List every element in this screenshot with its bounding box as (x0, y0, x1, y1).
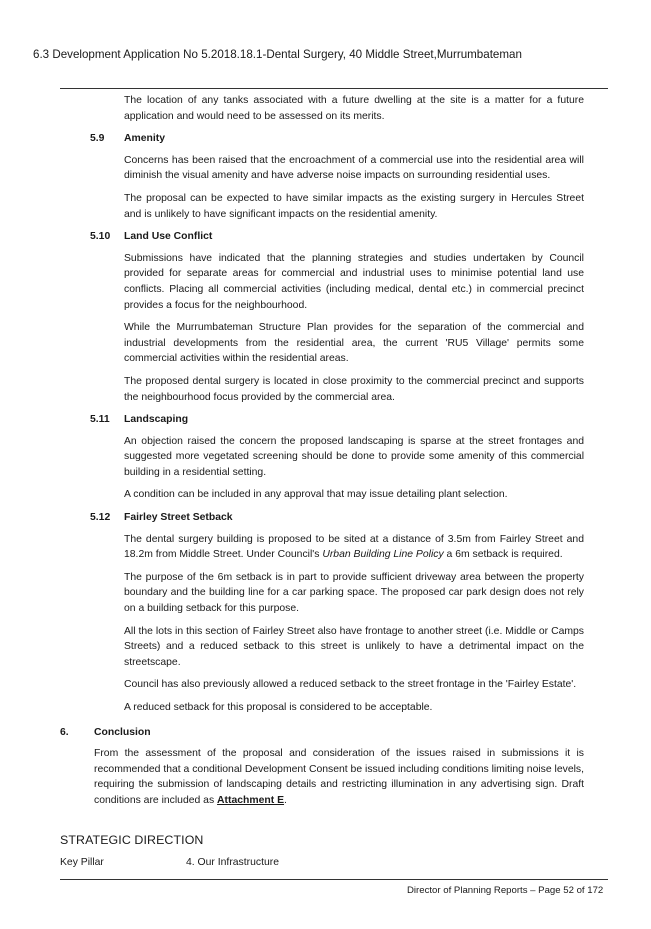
header-rule (60, 88, 608, 89)
intro-paragraph: The location of any tanks associated with a future dwelling at the site is a matter for a future application and would need to be assessed on its merits. (124, 95, 584, 122)
section-heading-land-use-conflict (0, 229, 651, 245)
setback-paragraph-2: The purpose of the 6m setback is in part to provide sufficient driveway area between the property boundary and the building line for a car parking space. The proposed car park design does not rely on a building setback for this purpose. (124, 571, 584, 615)
amenity-paragraph-1: Concerns has been raised that the encroachment of a commercial use into the residential area will diminish the visual amenity and have adverse noise impacts on surrounding residential uses. (124, 154, 584, 182)
footer-rule (60, 879, 608, 880)
setback-paragraph-5: A reduced setback for this proposal is considered to be acceptable. (124, 702, 433, 713)
section-heading-landscaping (0, 412, 651, 428)
section-title: Fairley Street Setback (124, 512, 233, 524)
section-title: Amenity (124, 133, 165, 145)
conclusion-text-end: . (284, 794, 287, 806)
section-heading-amenity (0, 131, 651, 147)
section-heading-conclusion (0, 725, 651, 741)
setback-text-before: The dental surgery building is proposed to be sited at a distance of 3.5m from Fairley Street and 18.2m from Middle Street. Under Council's (124, 533, 584, 561)
key-pillar-label: Key Pillar (60, 857, 104, 868)
section-title: Landscaping (124, 414, 189, 426)
section-number: 5.11 (90, 414, 110, 426)
amenity-paragraph-2: The proposal can be expected to have similar impacts as the existing surgery in Hercules Street and is unlikely to have significant impacts on the residential amenity. (124, 192, 584, 220)
landscaping-paragraph-2: A condition can be included in any approval that may issue detailing plant selection. (124, 489, 508, 501)
policy-name: Urban Building Line Policy (322, 549, 444, 561)
section-number: 5.9 (90, 133, 105, 145)
setback-text-after: a 6m setback is required. (443, 549, 563, 561)
section-number: 5.10 (90, 231, 111, 243)
page-footer: Director of Planning Reports – Page 52 of 172 (407, 885, 604, 896)
setback-paragraph-1 (124, 532, 584, 563)
land-use-paragraph-2: While the Murrumbateman Structure Plan provides for the separation of the commercial and industrial developments from the residential area, the current 'RU5 Village' permits some commercial activities within the residential areas. (124, 322, 584, 365)
setback-paragraph-3: All the lots in this section of Fairley Street also have frontage to another street (i.e. Middle or Camps Streets) and a reduced setback to this street is unlikely to have a detrimental impact on the streetscape. (124, 625, 584, 668)
key-pillar-value: 4. Our Infrastructure (186, 857, 279, 868)
conclusion-paragraph (94, 746, 584, 808)
land-use-paragraph-1: Submissions have indicated that the planning strategies and studies undertaken by Council provided for separate areas for commercial and industrial uses to minimise potential land use conflicts. Placing all commercial activities (including medical, dental etc.) in commercial precinct provides a focus for the neighbourhood. (124, 252, 584, 311)
strategic-direction-heading: STRATEGIC DIRECTION (60, 833, 204, 847)
section-title: Land Use Conflict (124, 231, 213, 243)
section-heading-fairley-street-setback (0, 510, 651, 526)
attachment-link[interactable]: Attachment E (217, 794, 285, 806)
setback-paragraph-4: Council has also previously allowed a reduced setback to the street frontage in the 'Fairley Estate'. (124, 679, 577, 691)
section-number: 5.12 (90, 512, 111, 524)
landscaping-paragraph-1: An objection raised the concern the proposed landscaping is sparse at the street frontages and suggested more vegetated screening should be done to provide some amenity of this commercial building in a residential setting. (124, 435, 584, 478)
page-header: 6.3 Development Application No 5.2018.18.1-Dental Surgery, 40 Middle Street,Murrumbateman (33, 48, 522, 61)
section-number: 6. (60, 726, 69, 738)
report-body (0, 93, 651, 816)
section-title: Conclusion (94, 726, 151, 738)
land-use-paragraph-3: The proposed dental surgery is located in close proximity to the commercial precinct and supports the neighbourhood focus provided by the commercial area. (124, 375, 584, 403)
conclusion-text: From the assessment of the proposal and consideration of the issues raised in submissions it is recommended that a conditional Development Consent be issued including conditions limiting noise levels, requiring the submission of landscaping details and restricting illumination in any advertising sign. Draft conditions are included as (94, 748, 584, 806)
